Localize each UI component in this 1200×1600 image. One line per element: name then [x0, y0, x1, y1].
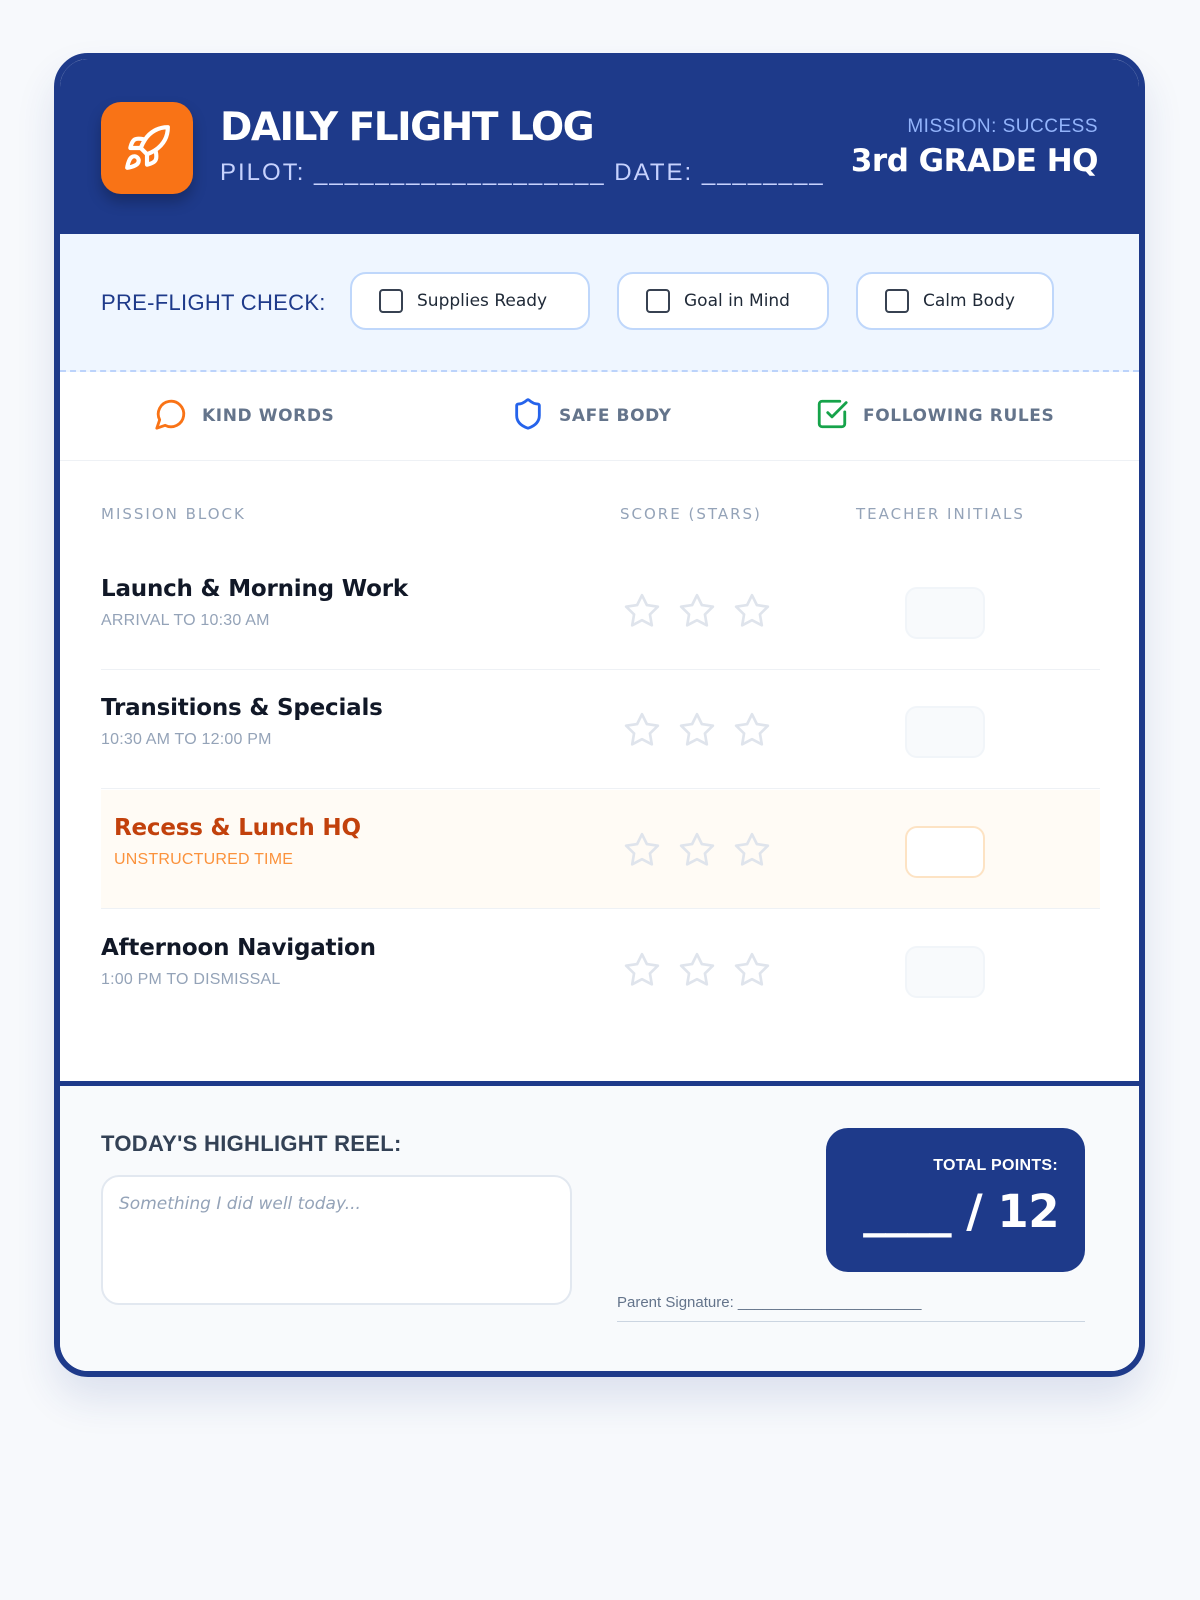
teacher-initials-box[interactable]: [905, 587, 985, 639]
footer: [60, 1081, 1139, 1377]
mission-block-time: ARRIVAL TO 10:30 AM: [101, 612, 270, 629]
parent-signature-line[interactable]: Parent Signature: ______________________: [617, 1294, 1085, 1322]
total-points-value[interactable]: ____ / 12: [863, 1185, 1059, 1238]
checklist-item-supplies[interactable]: [350, 272, 590, 330]
mission-label: MISSION: SUCCESS: [907, 116, 1098, 137]
star-rating[interactable]: [622, 950, 772, 990]
value-kind-words: [154, 399, 334, 433]
pilot-date-line: PILOT: ___________________ DATE: ________: [220, 159, 825, 186]
value-label: KIND WORDS: [202, 406, 335, 426]
checkbox[interactable]: [646, 289, 670, 313]
star-icon[interactable]: [732, 950, 772, 990]
star-icon[interactable]: [677, 830, 717, 870]
star-rating[interactable]: [622, 710, 772, 750]
star-icon[interactable]: [677, 710, 717, 750]
mission-block-title: Recess & Lunch HQ: [114, 815, 361, 841]
table-row: [101, 670, 1100, 789]
shield-icon: [511, 397, 545, 435]
value-following-rules: [815, 399, 1054, 433]
star-icon[interactable]: [622, 830, 662, 870]
star-icon[interactable]: [622, 950, 662, 990]
total-points-panel: [826, 1128, 1085, 1272]
checklist-item-calm[interactable]: [856, 272, 1054, 330]
values-row: [60, 372, 1139, 461]
value-label: SAFE BODY: [559, 406, 672, 426]
mission-block-time: 1:00 PM TO DISMISSAL: [101, 971, 281, 988]
highlight-reel-label: TODAY'S HIGHLIGHT REEL:: [101, 1131, 402, 1156]
teacher-initials-box[interactable]: [905, 826, 985, 878]
rocket-icon: [101, 102, 193, 194]
star-rating[interactable]: [622, 591, 772, 631]
column-header-mission-block: MISSION BLOCK: [101, 505, 246, 523]
mission-block-title: Afternoon Navigation: [101, 935, 376, 961]
value-label: FOLLOWING RULES: [863, 406, 1055, 426]
star-icon[interactable]: [732, 830, 772, 870]
highlight-reel-placeholder: Something I did well today...: [119, 1194, 361, 1214]
value-safe-body: [511, 399, 672, 433]
highlight-reel-input[interactable]: [101, 1175, 572, 1305]
header: [60, 59, 1139, 234]
flight-log-card: [54, 53, 1145, 1377]
star-icon[interactable]: [677, 950, 717, 990]
star-icon[interactable]: [732, 710, 772, 750]
mission-block-title: Transitions & Specials: [101, 695, 383, 721]
column-header-score: SCORE (STARS): [620, 505, 762, 523]
checkbox[interactable]: [885, 289, 909, 313]
star-icon[interactable]: [622, 710, 662, 750]
total-points-label: TOTAL POINTS:: [933, 1157, 1058, 1174]
star-rating[interactable]: [622, 830, 772, 870]
teacher-initials-box[interactable]: [905, 946, 985, 998]
mission-block-time: 10:30 AM TO 12:00 PM: [101, 731, 272, 748]
check-square-icon: [815, 397, 849, 435]
teacher-initials-box[interactable]: [905, 706, 985, 758]
speech-bubble-icon: [154, 397, 188, 435]
checklist-item-label: Supplies Ready: [417, 291, 548, 311]
checklist-item-label: Calm Body: [923, 291, 1015, 311]
table-row-highlighted: [101, 790, 1100, 909]
star-icon[interactable]: [677, 591, 717, 631]
preflight-section: [60, 234, 1139, 372]
star-icon[interactable]: [732, 591, 772, 631]
grade-label: 3rd GRADE HQ: [850, 143, 1098, 179]
column-header-initials: TEACHER INITIALS: [856, 505, 1025, 523]
table-row: [101, 551, 1100, 670]
mission-block-title: Launch & Morning Work: [101, 576, 408, 602]
checklist-item-goal[interactable]: [617, 272, 829, 330]
page-title: DAILY FLIGHT LOG: [220, 105, 594, 150]
mission-block-time: UNSTRUCTURED TIME: [114, 851, 294, 868]
checkbox[interactable]: [379, 289, 403, 313]
checklist-item-label: Goal in Mind: [684, 291, 790, 311]
star-icon[interactable]: [622, 591, 662, 631]
preflight-label: PRE-FLIGHT CHECK:: [101, 290, 326, 315]
table-row: [101, 910, 1100, 1029]
